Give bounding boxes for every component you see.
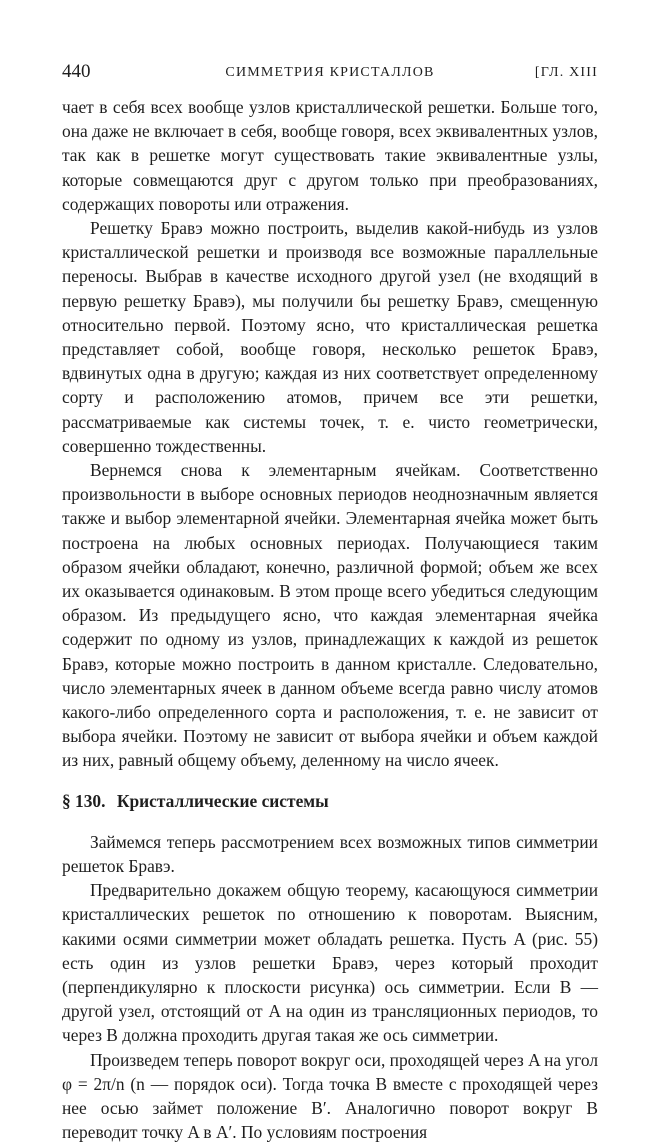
section-title: Кристаллические системы [116,790,329,811]
paragraph: Решетку Бравэ можно построить, выделив какой-нибудь из узлов кристаллической решетки и производя все возможные параллельные переносы. Выбрав в качестве исходного другой узел (не входящий в первую решетку Бравэ), мы получили бы решетку Бравэ, смещенную относительно первой. Поэтому ясно, что кристаллическая решетка представляет собой, вообще говоря, несколько решеток Бравэ, вдвинутых одна в другую; каждая из них соответствует определенному сорту и расположению атомов, причем все эти решетки, рассматриваемые как системы точек, т. е. чисто геометрически, совершенно тождественны. [62,218,598,456]
section-heading [62,789,598,813]
body-text [62,95,598,1144]
paragraph: Займемся теперь рассмотрением всех возможных типов симметрии решеток Бравэ. [62,831,598,876]
paragraph: Предварительно докажем общую теорему, касающуюся симметрии кристаллических решеток по отношению к поворотам. Выясним, какими осями симметрии может обладать решетка. Пусть A (рис. 55) есть один из узлов решетки Бравэ, через который проходит (перпендикулярно к плоскости рисунка) ось симметрии. Если B — другой узел, отстоящий от A на один из трансляционных периодов, то через B должна проходить другая такая же ось симметрии. [62,880,598,1046]
chapter-reference: [ГЛ. XIII [534,65,598,80]
paragraph: чает в себя всех вообще узлов кристаллической решетки. Больше того, она даже не включает в себя, вообще говоря, всех эквивалентных узлов, так как в решетке могут существовать такие эквивалентные узлы, которые совмещаются друг с другом только при преобразованиях, содержащих повороты или отражения. [62,97,598,214]
section-number: § 130. [62,790,106,811]
running-title: СИММЕТРИЯ КРИСТАЛЛОВ [225,65,435,80]
paragraph: Вернемся снова к элементарным ячейкам. Соответственно произвольности в выборе основных периодов неоднозначным является также и выбор элементарной ячейки. Элементарная ячейка может быть построена на любых основных периодах. Получающиеся таким образом ячейки обладают, конечно, различной формой; объем же всех их оказывается одинаковым. В этом проще всего убедиться следующим образом. Из предыдущего ясно, что каждая элементарная ячейка содержит по одному из узлов, принадлежащих к каждой из решеток Бравэ, которые можно построить в данном кристалле. Следовательно, число элементарных ячеек в данном объеме всегда равно числу атомов какого-либо определенного сорта и расположения, т. е. не зависит от выбора ячейки. Поэтому не зависит от выбора ячейки и объем каждой из них, равный общему объему, деленному на число ячеек. [62,460,598,771]
running-head [62,60,598,84]
paragraph: Произведем теперь поворот вокруг оси, проходящей через A на угол φ = 2π/n (n — порядок оси). Тогда точка B вместе с проходящей через нее осью займет положение B′. Аналогично поворот вокруг B переводит точку A в A′. По условиям построения [62,1049,598,1143]
book-page [62,60,598,1144]
page-number: 440 [62,61,91,82]
